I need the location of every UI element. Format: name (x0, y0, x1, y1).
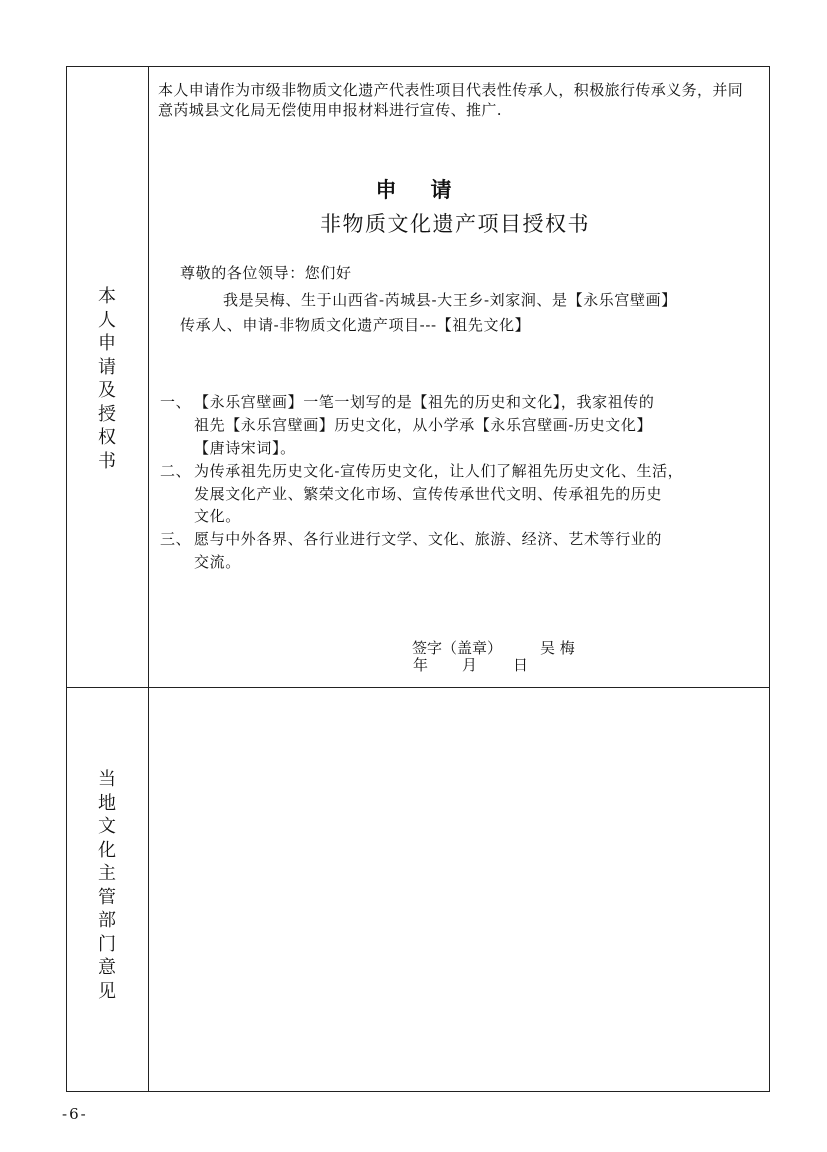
date-year: 年 (413, 656, 429, 674)
label-char: 请 (98, 356, 116, 378)
item-1-line-2: 祖先【永乐宫壁画】历史文化，从小学承【永乐宫壁画-历史文化】 (194, 416, 653, 434)
label-char: 当 (98, 769, 116, 790)
letter-title: 申请 (375, 177, 486, 202)
label-char: 授 (98, 403, 116, 425)
intro-line-1: 我是吴梅、生于山西省-芮城县-大王乡-刘家涧、是【永乐宫壁画】 (223, 291, 677, 309)
item-2-line-1: 为传承祖先历史文化-宣传历史文化，让人们了解祖先历史文化、生活， (194, 462, 684, 480)
label-char: 门 (98, 933, 116, 955)
label-char: 部 (98, 910, 116, 931)
section-label-authority-opinion (66, 768, 148, 1003)
label-char: 及 (98, 380, 116, 401)
label-char: 权 (98, 427, 116, 448)
column-divider (148, 66, 149, 1092)
declaration-text: 本人申请作为市级非物质文化遗产代表性项目代表性传承人，积极旅行传承义务，并同意芮城县文化局无偿使用申报材料进行宣传、推广. (158, 81, 744, 119)
label-char: 本 (98, 286, 116, 307)
signature-label: 签字（盖章） (412, 639, 503, 657)
label-char: 主 (98, 863, 116, 884)
signature-name: 吴 梅 (540, 639, 575, 657)
label-char: 意 (98, 957, 116, 978)
section-label-application (66, 285, 148, 473)
item-3-marker: 三、 (160, 530, 192, 548)
label-char: 化 (98, 839, 116, 861)
item-2-marker: 二、 (160, 462, 192, 480)
label-char: 申 (98, 333, 116, 354)
label-char: 管 (98, 886, 116, 908)
date-day: 日 (513, 656, 529, 674)
item-2-line-3: 文化。 (194, 507, 241, 525)
label-char: 人 (98, 309, 116, 331)
label-char: 见 (98, 980, 116, 1002)
letter-subtitle: 非物质文化遗产项目授权书 (320, 212, 590, 236)
row-divider (66, 687, 770, 688)
salutation: 尊敬的各位领导：您们好 (180, 264, 352, 282)
label-char: 书 (98, 450, 116, 472)
item-1-line-3: 【唐诗宋词】。 (194, 439, 296, 457)
page-number: -6- (62, 1105, 88, 1123)
item-3-line-1: 愿与中外各界、各行业进行文学、文化、旅游、经济、艺术等行业的 (194, 530, 663, 548)
item-1-marker: 一、 (160, 393, 192, 411)
date-month: 月 (462, 656, 478, 674)
item-2-line-2: 发展文化产业、繁荣文化市场、宣传传承世代文明、传承祖先的历史 (194, 485, 663, 503)
item-3-line-2: 交流。 (194, 553, 241, 571)
intro-line-2: 传承人、申请-非物质文化遗产项目---【祖先文化】 (180, 316, 531, 334)
label-char: 文 (98, 816, 116, 837)
label-char: 地 (98, 792, 116, 814)
item-1-line-1: 【永乐宫壁画】一笔一划写的是【祖先的历史和文化】，我家祖传的 (194, 393, 655, 411)
